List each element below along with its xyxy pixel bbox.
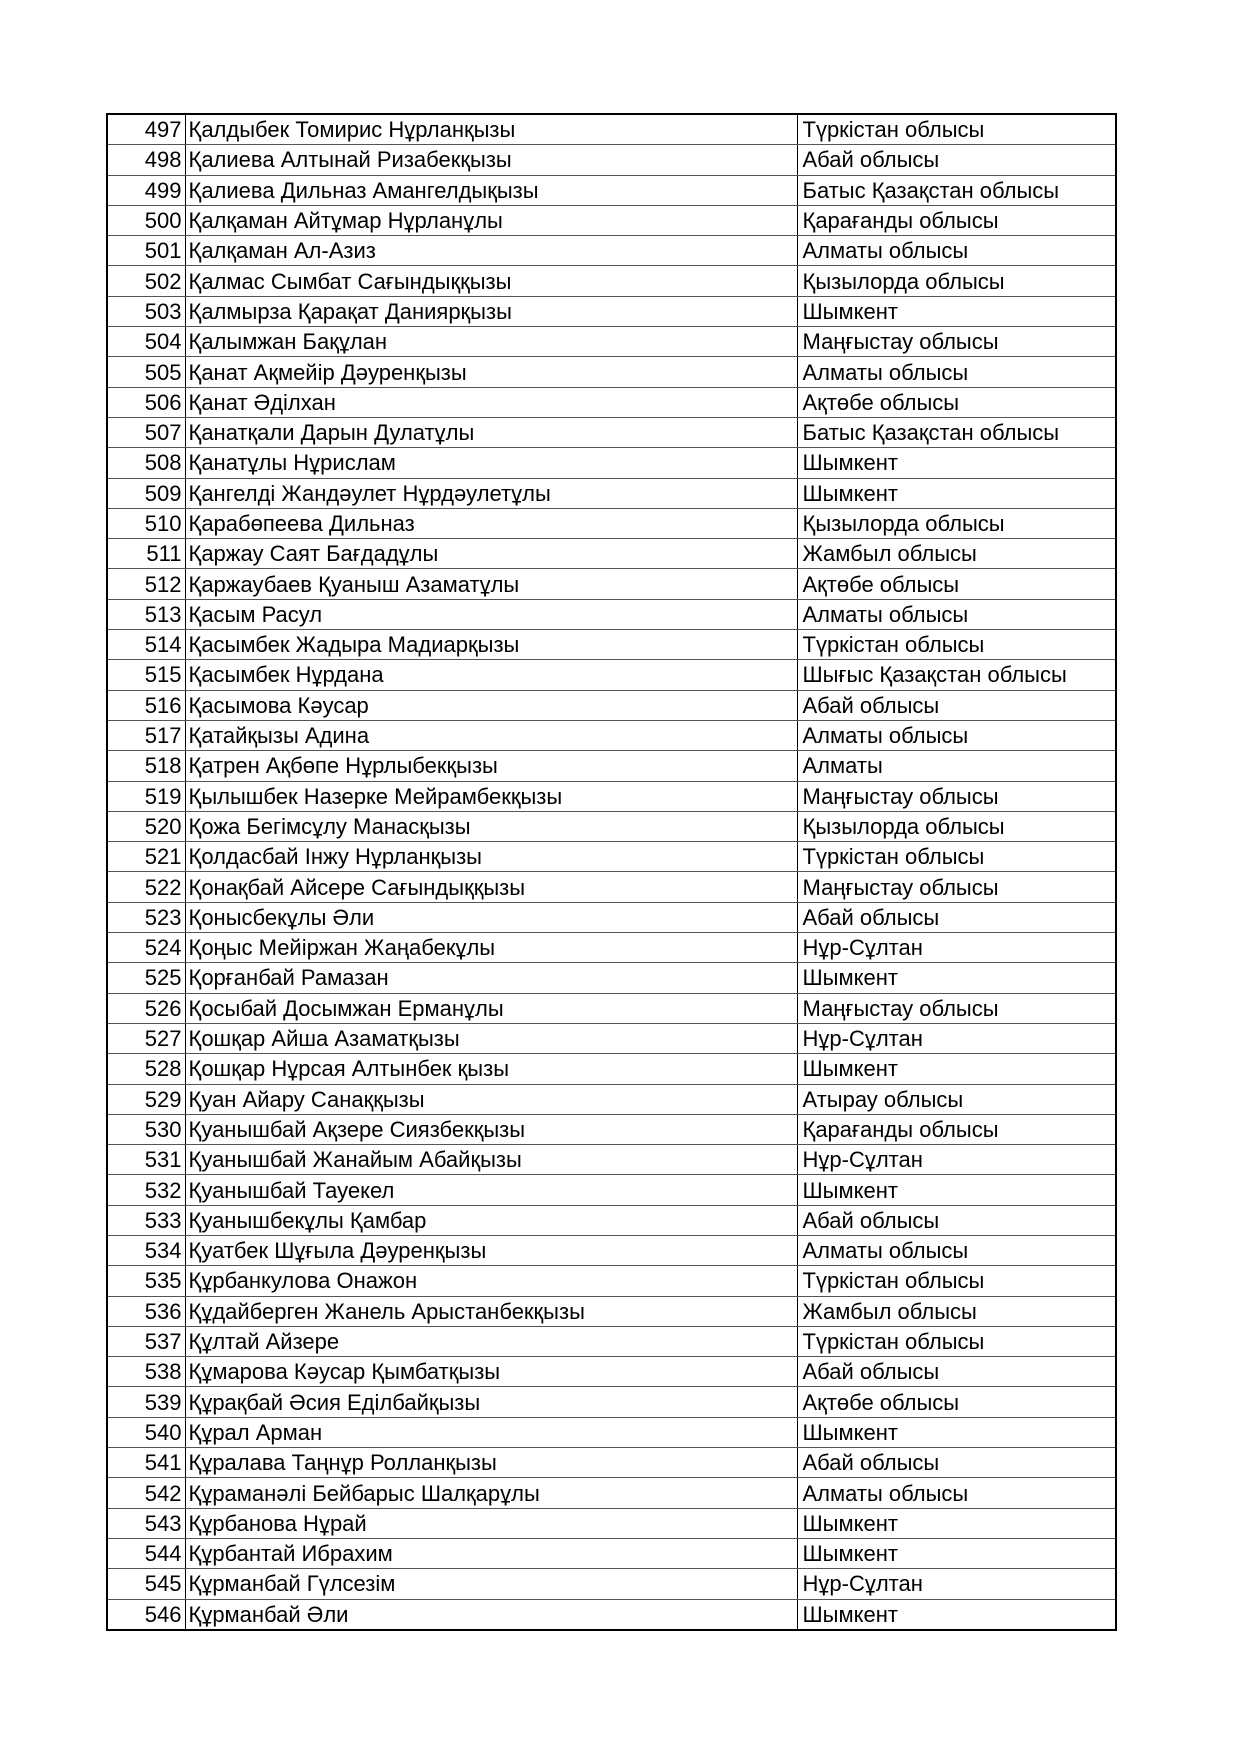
region-cell: Абай облысы xyxy=(797,145,1116,175)
row-number-cell: 521 xyxy=(107,842,185,872)
full-name-cell: Қанатқали Дарын Дулатұлы xyxy=(185,417,797,447)
table-row xyxy=(107,145,1116,175)
full-name-cell: Қатайқызы Адина xyxy=(185,720,797,750)
table-row xyxy=(107,1538,1116,1568)
row-number-cell: 535 xyxy=(107,1266,185,1296)
table-row xyxy=(107,205,1116,235)
table-row xyxy=(107,630,1116,660)
full-name-cell: Қонысбекұлы Әли xyxy=(185,902,797,932)
region-cell: Алматы облысы xyxy=(797,1235,1116,1265)
full-name-cell: Қанатұлы Нұрислам xyxy=(185,448,797,478)
full-name-cell: Қасым Расул xyxy=(185,599,797,629)
region-cell: Алматы облысы xyxy=(797,357,1116,387)
region-cell: Түркістан облысы xyxy=(797,1326,1116,1356)
full-name-cell: Қалқаман Айтұмар Нұрланұлы xyxy=(185,205,797,235)
row-number-cell: 505 xyxy=(107,357,185,387)
region-cell: Маңғыстау облысы xyxy=(797,993,1116,1023)
row-number-cell: 504 xyxy=(107,327,185,357)
region-cell: Түркістан облысы xyxy=(797,1266,1116,1296)
table-row xyxy=(107,751,1116,781)
row-number-cell: 514 xyxy=(107,630,185,660)
full-name-cell: Құрбанкулова Онажон xyxy=(185,1266,797,1296)
table-row xyxy=(107,539,1116,569)
full-name-cell: Қасымбек Нұрдана xyxy=(185,660,797,690)
table-row xyxy=(107,1599,1116,1630)
row-number-cell: 539 xyxy=(107,1387,185,1417)
region-cell: Қарағанды облысы xyxy=(797,205,1116,235)
region-cell: Шымкент xyxy=(797,1054,1116,1084)
table-row xyxy=(107,690,1116,720)
region-cell: Ақтөбе облысы xyxy=(797,387,1116,417)
table-row xyxy=(107,357,1116,387)
full-name-cell: Қожа Бегімсұлу Манасқызы xyxy=(185,811,797,841)
region-cell: Қызылорда облысы xyxy=(797,266,1116,296)
table-row xyxy=(107,811,1116,841)
table-row xyxy=(107,1508,1116,1538)
row-number-cell: 528 xyxy=(107,1054,185,1084)
row-number-cell: 517 xyxy=(107,720,185,750)
region-cell: Шымкент xyxy=(797,1417,1116,1447)
row-number-cell: 529 xyxy=(107,1084,185,1114)
region-cell: Нұр-Сұлтан xyxy=(797,1569,1116,1599)
full-name-cell: Қанат Әділхан xyxy=(185,387,797,417)
table-row xyxy=(107,296,1116,326)
table-row xyxy=(107,1569,1116,1599)
full-name-cell: Құлтай Айзере xyxy=(185,1326,797,1356)
full-name-cell: Қошқар Нұрсая Алтынбек қызы xyxy=(185,1054,797,1084)
row-number-cell: 545 xyxy=(107,1569,185,1599)
full-name-cell: Қаржаубаев Қуаныш Азаматұлы xyxy=(185,569,797,599)
region-cell: Абай облысы xyxy=(797,690,1116,720)
table-row xyxy=(107,236,1116,266)
row-number-cell: 543 xyxy=(107,1508,185,1538)
table-row xyxy=(107,1326,1116,1356)
region-cell: Батыс Қазақстан облысы xyxy=(797,175,1116,205)
table-row xyxy=(107,266,1116,296)
full-name-cell: Қатрен Ақбөпе Нұрлыбекқызы xyxy=(185,751,797,781)
table-row xyxy=(107,842,1116,872)
full-name-cell: Қалдыбек Томирис Нұрланқызы xyxy=(185,114,797,145)
row-number-cell: 540 xyxy=(107,1417,185,1447)
participant-table xyxy=(106,113,1117,1631)
row-number-cell: 532 xyxy=(107,1175,185,1205)
full-name-cell: Қасымбек Жадыра Мадиарқызы xyxy=(185,630,797,660)
full-name-cell: Қуанышбай Тауекел xyxy=(185,1175,797,1205)
full-name-cell: Құраманәлі Бейбарыс Шалқарұлы xyxy=(185,1478,797,1508)
row-number-cell: 501 xyxy=(107,236,185,266)
table-row xyxy=(107,1205,1116,1235)
region-cell: Жамбыл облысы xyxy=(797,1296,1116,1326)
region-cell: Алматы xyxy=(797,751,1116,781)
row-number-cell: 502 xyxy=(107,266,185,296)
full-name-cell: Қоңыс Мейіржан Жаңабекұлы xyxy=(185,933,797,963)
row-number-cell: 525 xyxy=(107,963,185,993)
region-cell: Маңғыстау облысы xyxy=(797,872,1116,902)
row-number-cell: 536 xyxy=(107,1296,185,1326)
region-cell: Алматы облысы xyxy=(797,236,1116,266)
full-name-cell: Қылышбек Назерке Мейрамбекқызы xyxy=(185,781,797,811)
region-cell: Шымкент xyxy=(797,1599,1116,1630)
row-number-cell: 541 xyxy=(107,1448,185,1478)
table-row xyxy=(107,114,1116,145)
table-row xyxy=(107,508,1116,538)
full-name-cell: Қорғанбай Рамазан xyxy=(185,963,797,993)
region-cell: Түркістан облысы xyxy=(797,114,1116,145)
table-row xyxy=(107,327,1116,357)
row-number-cell: 520 xyxy=(107,811,185,841)
participant-table-body xyxy=(107,114,1116,1630)
table-row xyxy=(107,902,1116,932)
region-cell: Абай облысы xyxy=(797,1448,1116,1478)
row-number-cell: 510 xyxy=(107,508,185,538)
table-row xyxy=(107,993,1116,1023)
full-name-cell: Құралава Таңнұр Ролланқызы xyxy=(185,1448,797,1478)
row-number-cell: 500 xyxy=(107,205,185,235)
row-number-cell: 498 xyxy=(107,145,185,175)
region-cell: Шымкент xyxy=(797,963,1116,993)
row-number-cell: 497 xyxy=(107,114,185,145)
row-number-cell: 522 xyxy=(107,872,185,902)
full-name-cell: Қангелді Жандәулет Нұрдәулетұлы xyxy=(185,478,797,508)
full-name-cell: Құрманбай Әли xyxy=(185,1599,797,1630)
row-number-cell: 526 xyxy=(107,993,185,1023)
row-number-cell: 508 xyxy=(107,448,185,478)
row-number-cell: 506 xyxy=(107,387,185,417)
row-number-cell: 524 xyxy=(107,933,185,963)
full-name-cell: Құдайберген Жанель Арыстанбекқызы xyxy=(185,1296,797,1326)
full-name-cell: Қалымжан Бақұлан xyxy=(185,327,797,357)
table-row xyxy=(107,660,1116,690)
table-row xyxy=(107,1266,1116,1296)
region-cell: Түркістан облысы xyxy=(797,842,1116,872)
row-number-cell: 516 xyxy=(107,690,185,720)
full-name-cell: Қалиева Алтынай Ризабекқызы xyxy=(185,145,797,175)
region-cell: Нұр-Сұлтан xyxy=(797,1023,1116,1053)
region-cell: Абай облысы xyxy=(797,1205,1116,1235)
region-cell: Шымкент xyxy=(797,448,1116,478)
region-cell: Шымкент xyxy=(797,478,1116,508)
region-cell: Шымкент xyxy=(797,1508,1116,1538)
row-number-cell: 538 xyxy=(107,1357,185,1387)
full-name-cell: Қалмырза Қарақат Даниярқызы xyxy=(185,296,797,326)
region-cell: Атырау облысы xyxy=(797,1084,1116,1114)
table-row xyxy=(107,417,1116,447)
row-number-cell: 533 xyxy=(107,1205,185,1235)
row-number-cell: 530 xyxy=(107,1114,185,1144)
region-cell: Нұр-Сұлтан xyxy=(797,1145,1116,1175)
region-cell: Қызылорда облысы xyxy=(797,508,1116,538)
full-name-cell: Қалмас Сымбат Сағындыққызы xyxy=(185,266,797,296)
row-number-cell: 511 xyxy=(107,539,185,569)
region-cell: Алматы облысы xyxy=(797,1478,1116,1508)
full-name-cell: Қосыбай Досымжан Ерманұлы xyxy=(185,993,797,1023)
row-number-cell: 512 xyxy=(107,569,185,599)
region-cell: Алматы облысы xyxy=(797,599,1116,629)
table-row xyxy=(107,1054,1116,1084)
row-number-cell: 546 xyxy=(107,1599,185,1630)
full-name-cell: Құмарова Кәусар Қымбатқызы xyxy=(185,1357,797,1387)
region-cell: Батыс Қазақстан облысы xyxy=(797,417,1116,447)
table-row xyxy=(107,1478,1116,1508)
row-number-cell: 534 xyxy=(107,1235,185,1265)
region-cell: Шымкент xyxy=(797,296,1116,326)
table-row xyxy=(107,1417,1116,1447)
table-row xyxy=(107,1114,1116,1144)
table-row xyxy=(107,569,1116,599)
full-name-cell: Құрбанова Нұрай xyxy=(185,1508,797,1538)
region-cell: Абай облысы xyxy=(797,902,1116,932)
full-name-cell: Қонақбай Айсере Сағындыққызы xyxy=(185,872,797,902)
row-number-cell: 515 xyxy=(107,660,185,690)
row-number-cell: 499 xyxy=(107,175,185,205)
table-row xyxy=(107,781,1116,811)
table-row xyxy=(107,1357,1116,1387)
row-number-cell: 531 xyxy=(107,1145,185,1175)
table-row xyxy=(107,1175,1116,1205)
region-cell: Жамбыл облысы xyxy=(797,539,1116,569)
table-row xyxy=(107,1296,1116,1326)
full-name-cell: Құрал Арман xyxy=(185,1417,797,1447)
table-row xyxy=(107,387,1116,417)
full-name-cell: Қуанышбекұлы Қамбар xyxy=(185,1205,797,1235)
table-row xyxy=(107,1448,1116,1478)
row-number-cell: 513 xyxy=(107,599,185,629)
full-name-cell: Қасымова Кәусар xyxy=(185,690,797,720)
row-number-cell: 503 xyxy=(107,296,185,326)
row-number-cell: 507 xyxy=(107,417,185,447)
row-number-cell: 544 xyxy=(107,1538,185,1568)
full-name-cell: Қолдасбай Інжу Нұрланқызы xyxy=(185,842,797,872)
table-row xyxy=(107,872,1116,902)
row-number-cell: 527 xyxy=(107,1023,185,1053)
region-cell: Шымкент xyxy=(797,1538,1116,1568)
region-cell: Түркістан облысы xyxy=(797,630,1116,660)
table-row xyxy=(107,478,1116,508)
table-row xyxy=(107,933,1116,963)
table-row xyxy=(107,1023,1116,1053)
row-number-cell: 523 xyxy=(107,902,185,932)
full-name-cell: Қалқаман Ал-Азиз xyxy=(185,236,797,266)
table-row xyxy=(107,175,1116,205)
full-name-cell: Қарабөпеева Дильназ xyxy=(185,508,797,538)
row-number-cell: 509 xyxy=(107,478,185,508)
region-cell: Нұр-Сұлтан xyxy=(797,933,1116,963)
full-name-cell: Қаржау Саят Бағдадұлы xyxy=(185,539,797,569)
table-row xyxy=(107,1084,1116,1114)
region-cell: Қарағанды облысы xyxy=(797,1114,1116,1144)
full-name-cell: Қуанышбай Ақзере Сиязбекқызы xyxy=(185,1114,797,1144)
full-name-cell: Қуанышбай Жанайым Абайқызы xyxy=(185,1145,797,1175)
region-cell: Маңғыстау облысы xyxy=(797,781,1116,811)
table-row xyxy=(107,1145,1116,1175)
full-name-cell: Құрманбай Гүлсезім xyxy=(185,1569,797,1599)
row-number-cell: 519 xyxy=(107,781,185,811)
region-cell: Ақтөбе облысы xyxy=(797,1387,1116,1417)
row-number-cell: 542 xyxy=(107,1478,185,1508)
full-name-cell: Қошқар Айша Азаматқызы xyxy=(185,1023,797,1053)
region-cell: Шымкент xyxy=(797,1175,1116,1205)
full-name-cell: Құрбантай Ибрахим xyxy=(185,1538,797,1568)
region-cell: Шығыс Қазақстан облысы xyxy=(797,660,1116,690)
region-cell: Қызылорда облысы xyxy=(797,811,1116,841)
full-name-cell: Қуатбек Шұғыла Дәуренқызы xyxy=(185,1235,797,1265)
row-number-cell: 537 xyxy=(107,1326,185,1356)
region-cell: Ақтөбе облысы xyxy=(797,569,1116,599)
table-row xyxy=(107,720,1116,750)
region-cell: Абай облысы xyxy=(797,1357,1116,1387)
region-cell: Маңғыстау облысы xyxy=(797,327,1116,357)
table-row xyxy=(107,599,1116,629)
full-name-cell: Қалиева Дильназ Амангелдықызы xyxy=(185,175,797,205)
table-row xyxy=(107,963,1116,993)
region-cell: Алматы облысы xyxy=(797,720,1116,750)
full-name-cell: Қуан Айару Санаққызы xyxy=(185,1084,797,1114)
table-row xyxy=(107,1235,1116,1265)
row-number-cell: 518 xyxy=(107,751,185,781)
full-name-cell: Құрақбай Әсия Еділбайқызы xyxy=(185,1387,797,1417)
full-name-cell: Қанат Ақмейір Дәуренқызы xyxy=(185,357,797,387)
table-row xyxy=(107,448,1116,478)
table-row xyxy=(107,1387,1116,1417)
